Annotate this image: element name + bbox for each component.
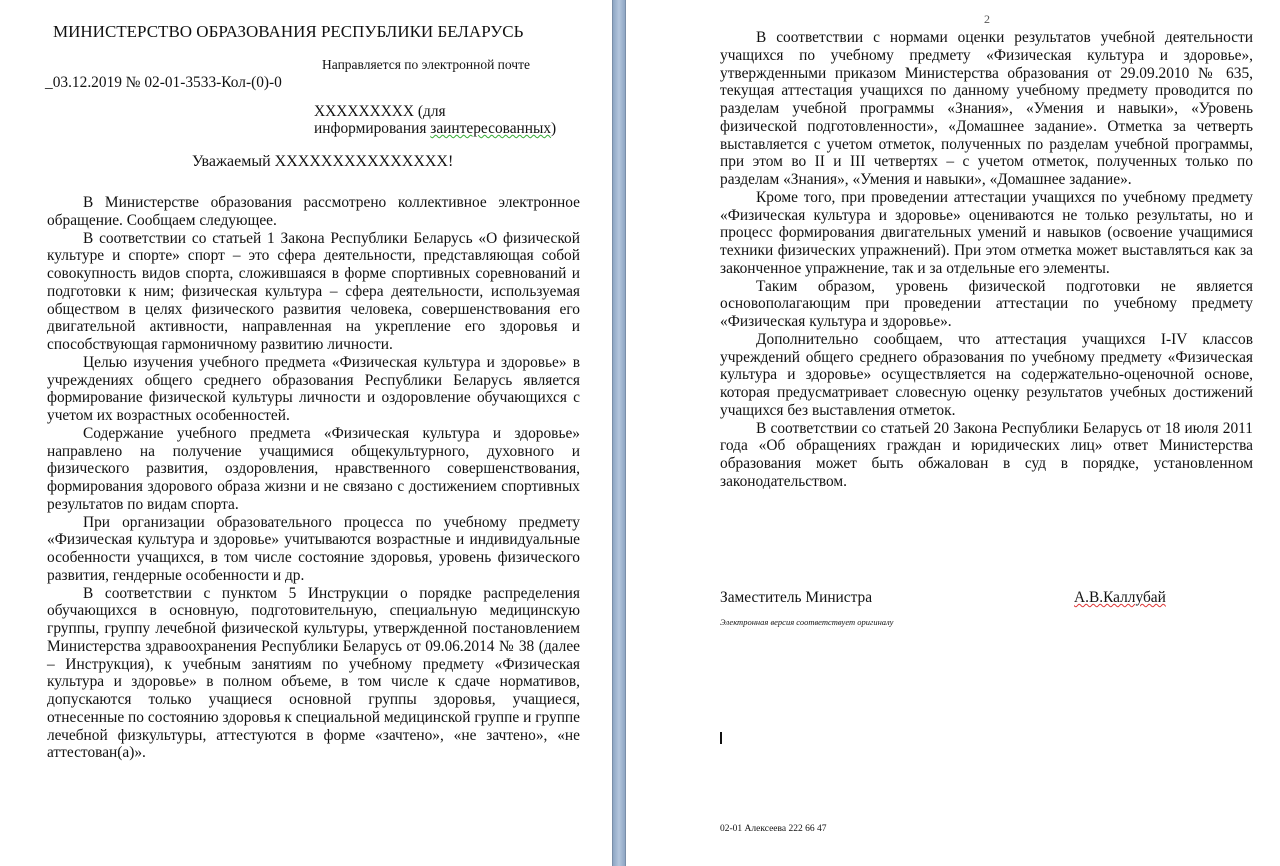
addressee-close: ) [551, 120, 557, 137]
addressee [314, 103, 556, 137]
paragraph: Целью изучения учебного предмета «Физическая культура и здоровье» в учреждениях общего среднего образования Республики Беларусь является формирование физической культуры личности и оздоровление обучающихся с учетом их возрастных особенностей. [47, 353, 580, 424]
signer-title: Заместитель Министра [720, 589, 873, 606]
body-text-page1[interactable] [47, 194, 580, 762]
paragraph: В соответствии с нормами оценки результатов учебной деятельности учащихся по учебному предмету «Физическая культура и здоровье», утвержденными приказом Министерства образования от 29.09.2010 № 635, текущая аттестация учащихся по данному учебному предмету проводится по разделам учебной программы «Знания», «Умения и навыки», «Уровень физической подготовленности», «Домашнее задание». Отметка за четверть выставляется с учетом отметок, полученных по разделам учебной программы, при этом во II и III четвертях – с учетом отметок, полученных только по разделам «Знания», «Умения и навыки», «Домашнее задание». [720, 29, 1253, 188]
electronic-version-note: Электронная версия соответствует оригиналу [720, 617, 894, 627]
ministry-header: МИНИСТЕРСТВО ОБРАЗОВАНИЯ РЕСПУБЛИКИ БЕЛАРУСЬ [53, 22, 524, 41]
body-text-page2[interactable] [720, 29, 1253, 491]
document-page-2[interactable] [626, 0, 1280, 866]
spellcheck-word: заинтересованных [430, 120, 552, 137]
page-number: 2 [984, 12, 990, 26]
paragraph: Таким образом, уровень физической подготовки не является основополагающим при проведении аттестации по учебному предмету «Физическая культура и здоровье». [720, 277, 1253, 330]
salutation: Уважаемый ХХХХХХХХХХХХХХХ! [192, 153, 454, 170]
paragraph: В соответствии со статьей 20 Закона Республики Беларусь от 18 июля 2011 года «Об обращениях граждан и юридических лиц» ответ Министерства образования может быть обжалован в суд в порядке, установленном законодательством. [720, 419, 1253, 490]
paragraph: При организации образовательного процесса по учебному предмету «Физическая культура и здоровье» учитываются возрастные и индивидуальные особенности учащихся, в том числе состояние здоровья, уровень физического развития, гендерные особенности и др. [47, 513, 580, 584]
paragraph: В Министерстве образования рассмотрено коллективное электронное обращение. Сообщаем следующее. [47, 194, 580, 229]
text-cursor [720, 732, 722, 744]
delivery-note: Направляется по электронной почте [322, 57, 530, 72]
addressee-line2: информирования [314, 120, 431, 137]
page-separator [612, 0, 626, 866]
paragraph: В соответствии со статьей 1 Закона Республики Беларусь «О физической культуре и спорте» спорт – это сфера деятельности, представляющая собой совокупность видов спорта, сложившаяся в форме спортивных соревнований и подготовки к ним; физическая культура – сфера деятельности, используемая обществом в целях физического развития человека, совершенствования его двигательной активности, направленная на укрепление его здоровья и способствующая гармоничному развитию личности. [47, 229, 580, 353]
addressee-line1: ХХХХХХХХХ (для [314, 103, 446, 120]
paragraph: Кроме того, при проведении аттестации учащихся по учебному предмету «Физическая культура и здоровье» оцениваются не только результаты, но и процесс формирования двигательных умений и навыков (освоение учащимися техники физических упражнений). При этом отметка может выставляться как за законченное упражнение, так и за отдельные его элементы. [720, 188, 1253, 277]
paragraph: В соответствии с пунктом 5 Инструкции о порядке распределения обучающихся в основную, подготовительную, специальную медицинскую группы, группу лечебной физической культуры, утвержденной постановлением Министерства здравоохранения Республики Беларусь от 09.06.2014 № 38 (далее – Инструкция), к учебным занятиям по учебному предмету «Физическая культура и здоровье» в полном объеме, в том числе к сдаче нормативов, допускаются только учащиеся основной группы здоровья, учащиеся, отнесенные по состоянию здоровья к специальной медицинской группе и группе лечебной физкультуры, аттестуются в форме «зачтено», «не зачтено», «не аттестован(а)». [47, 584, 580, 762]
date-and-number: _03.12.2019 № 02-01-3533-Кол-(0)-0 [45, 74, 282, 91]
footer-executor: 02-01 Алексеева 222 66 47 [720, 824, 827, 834]
paragraph: Дополнительно сообщаем, что аттестация учащихся I-IV классов учреждений общего среднего образования по учебному предмету «Физическая культура и здоровье» осуществляется на содержательно-оценочной основе, которая предусматривает словесную оценку результатов учебных достижений учащихся без выставления отметок. [720, 330, 1253, 419]
document-page-1[interactable] [0, 0, 612, 866]
paragraph: Содержание учебного предмета «Физическая культура и здоровье» направлено на получение учащимися общекультурного, духовного и физического развития, оздоровления, нравственного совершенствования, формирования здорового образа жизни и не связано с достижением спортивных результатов по видам спорта. [47, 424, 580, 513]
signer-name: А.В.Каллубай [1074, 589, 1166, 606]
